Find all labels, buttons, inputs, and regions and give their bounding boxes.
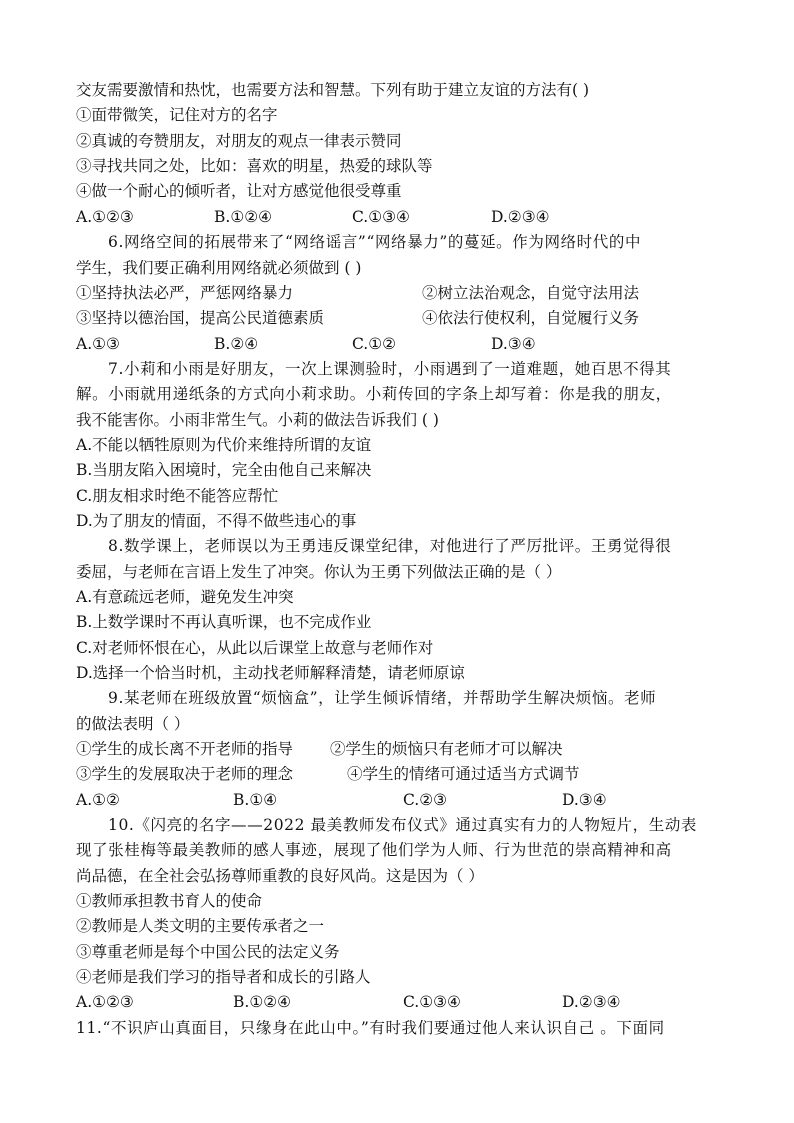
q5-item-2: ②真诚的夸赞朋友，对朋友的观点一律表示赞同 [76,132,402,150]
q11-stem-line-1: 11.“不识庐山真面目，只缘身在此山中。”有时我们要通过他人来认识自己 。下面同 [76,1019,665,1037]
q8-stem-line-1: 8.数学课上，老师误以为王勇违反课堂纪律，对他进行了严厉批评。王勇觉得很 [108,537,672,555]
q6-option-b: B.②④ [214,335,259,353]
q9-option-d: D.③④ [562,791,607,809]
q10-item-4: ④老师是我们学习的指导者和成长的引路人 [76,968,371,986]
q8-option-d: D.选择一个恰当时机，主动找老师解释清楚，请老师原谅 [76,664,465,682]
q9-option-c: C.②③ [403,791,448,809]
q6-stem-line-2: 学生，我们要正确利用网络就必须做到 ( ) [76,259,362,277]
q5-stem: 交友需要激情和热忱，也需要方法和智慧。下列有助于建立友谊的方法有( ) [76,81,590,99]
q6-option-c: C.①② [352,335,397,353]
q10-item-2: ②教师是人类文明的主要传承者之一 [76,917,325,935]
q6-item-4: ④依法行使权利，自觉履行义务 [422,309,640,327]
q5-option-c: C.①③④ [352,208,410,226]
q9-stem-line-2: 的做法表明（ ） [76,715,190,733]
q10-stem-line-2: 现了张桂梅等最美教师的感人事迹，展现了他们学为人师、行为世范的崇高精神和高 [76,841,672,859]
q10-option-b: B.①②④ [233,993,292,1011]
q7-stem-line-2: 解。小雨就用递纸条的方式向小莉求助。小莉传回的字条上却写着：你是我的朋友， [76,385,672,403]
q7-stem-line-1: 7.小莉和小雨是好朋友，一次上课测验时，小雨遇到了一道难题，她百思不得其 [108,360,672,378]
q9-option-a: A.①② [76,791,120,809]
q10-stem-line-3: 尚品德，在全社会弘扬尊师重教的良好风尚。这是因为（ ） [76,867,484,885]
q10-stem-line-1: 10.《闪亮的名字——2022 最美教师发布仪式》通过真实有力的人物短片，生动表 [108,816,698,834]
q10-option-c: C.①③④ [403,993,461,1011]
q5-item-1: ①面带微笑，记住对方的名字 [76,106,278,124]
q8-stem-line-2: 委屈，与老师在言语上发生了冲突。你认为王勇下列做法正确的是（ ） [76,563,562,581]
q5-item-4: ④做一个耐心的倾听者，让对方感觉他很受尊重 [76,182,402,200]
q9-item-3: ③学生的发展取决于老师的理念 [76,765,294,783]
q6-option-d: D.③④ [491,335,536,353]
q6-item-1: ①坚持执法必严，严惩网络暴力 [76,284,294,302]
q9-item-4: ④学生的情绪可通过适当方式调节 [347,765,580,783]
q10-item-1: ①教师承担教书育人的使命 [76,892,263,910]
q5-option-a: A.①②③ [76,208,134,226]
q9-stem-line-1: 9.某老师在班级放置“烦恼盒”，让学生倾诉情绪，并帮助学生解决烦恼。老师 [108,689,657,707]
q6-item-2: ②树立法治观念，自觉守法用法 [422,284,640,302]
q6-item-3: ③坚持以德治国，提高公民道德素质 [76,309,325,327]
q9-option-b: B.①④ [233,791,278,809]
q6-option-a: A.①③ [76,335,120,353]
q7-stem-line-3: 我不能害你。小雨非常生气。小莉的做法告诉我们 ( ) [76,411,439,429]
q5-option-b: B.①②④ [214,208,273,226]
q7-option-c: C.朋友相求时绝不能答应帮忙 [76,487,279,505]
q5-item-3: ③寻找共同之处，比如：喜欢的明星，热爱的球队等 [76,157,433,175]
q10-option-a: A.①②③ [76,993,134,1011]
q8-option-a: A.有意疏远老师，避免发生冲突 [76,588,294,606]
q9-item-2: ②学生的烦恼只有老师才可以解决 [330,740,563,758]
q8-option-b: B.上数学课时不再认真听课，也不完成作业 [76,613,372,631]
q7-option-a: A.不能以牺牲原则为代价来维持所谓的友谊 [76,436,372,454]
q9-item-1: ①学生的成长离不开老师的指导 [76,740,294,758]
q7-option-b: B.当朋友陷入困境时，完全由他自己来解决 [76,461,372,479]
q8-option-c: C.对老师怀恨在心，从此以后课堂上故意与老师作对 [76,639,434,657]
q10-option-d: D.②③④ [562,993,621,1011]
q5-option-d: D.②③④ [491,208,550,226]
q10-item-3: ③尊重老师是每个中国公民的法定义务 [76,943,340,961]
q6-stem-line-1: 6.网络空间的拓展带来了“网络谣言”“网络暴力”的蔓延。作为网络时代的中 [108,233,642,251]
q7-option-d: D.为了朋友的情面，不得不做些违心的事 [76,512,357,530]
